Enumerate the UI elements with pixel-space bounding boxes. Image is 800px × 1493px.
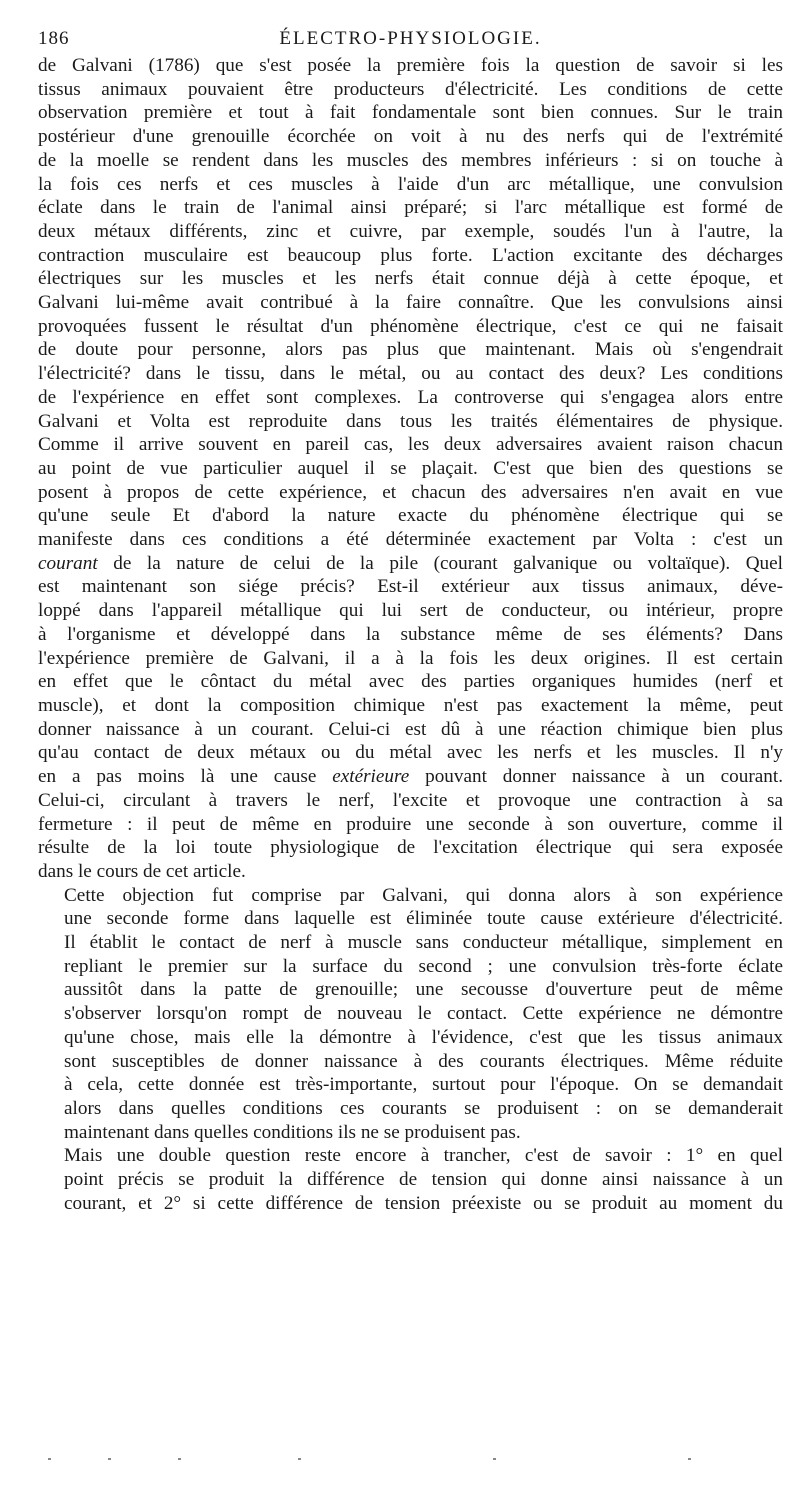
- page-heading: ÉLECTRO-PHYSIOLOGIE.: [279, 28, 542, 49]
- text-line: à l'organisme et développé dans la substance même de ses éléments? Dans: [38, 623, 783, 645]
- text-line: [38, 552, 783, 576]
- text-run: de la nature de celui de la pile (courant galvanique ou voltaïque). Quel: [97, 552, 783, 574]
- text-line: qu'au contact de deux métaux ou du métal avec les nerfs et les muscles. Il n'y: [38, 742, 783, 764]
- text-line: Celui-ci, circulant à travers le nerf, l'excite et provoque une contraction à sa: [38, 789, 783, 811]
- text-line: résulte de la loi toute physiologique de l'excitation électrique qui sera exposée: [38, 837, 783, 859]
- scan-mark: [298, 1458, 301, 1460]
- text-line: éclate dans le train de l'animal ainsi préparé; si l'arc métallique est formé de: [38, 197, 783, 219]
- text-line: en effet que le côntact du métal avec des parties organiques humides (nerf et: [38, 671, 783, 693]
- text-line: loppé dans l'appareil métallique qui lui sert de conducteur, ou intérieur, propre: [38, 600, 783, 622]
- text-line: la fois ces nerfs et ces muscles à l'aide d'un arc métallique, une convulsion: [38, 173, 783, 195]
- scan-mark: [688, 1458, 691, 1460]
- text-line: posent à propos de cette expérience, et chacun des adversaires n'en avait en vue: [38, 481, 783, 503]
- text-run: pouvant donner naissance à un courant.: [409, 766, 783, 788]
- text-line: Comme il arrive souvent en pareil cas, les deux adversaires avaient raison chacun: [38, 434, 783, 456]
- book-page: [38, 28, 783, 1215]
- paragraph-2: [38, 884, 783, 1145]
- page-number: 186: [38, 28, 70, 49]
- text-line: courant, et 2° si cette différence de tension préexiste ou se produit au moment du: [64, 1192, 783, 1214]
- text-line: s'observer lorsqu'on rompt de nouveau le contact. Cette expérience ne démontre: [64, 1003, 783, 1025]
- text-line: postérieur d'une grenouille écorchée on voit à nu des nerfs qui de l'extrémité: [38, 126, 783, 148]
- text-line: aussitôt dans la patte de grenouille; une secousse d'ouverture peut de même: [64, 979, 783, 1001]
- body-text: [38, 54, 783, 1215]
- text-line: au point de vue particulier auquel il se plaçait. C'est que bien des questions se: [38, 457, 783, 479]
- text-line: contraction musculaire est beaucoup plus forte. L'action excitante des décharges: [38, 244, 783, 266]
- text-line: une seconde forme dans laquelle est éliminée toute cause extérieure d'électricité.: [64, 908, 783, 930]
- text-line: Mais une double question reste encore à trancher, c'est de savoir : 1° en quel: [64, 1145, 783, 1167]
- emphasis-courant: courant: [38, 552, 98, 574]
- text-line: tissus animaux pouvaient être producteurs d'électricité. Les conditions de cette: [38, 78, 783, 100]
- text-line: observation première et tout à fait fondamentale sont bien connues. Sur le train: [38, 102, 783, 124]
- text-line: point précis se produit la différence de tension qui donne ainsi naissance à un: [64, 1169, 783, 1191]
- text-line: Galvani lui-même avait contribué à la faire connaître. Que les convulsions ainsi: [38, 292, 783, 314]
- text-line: qu'une seule Et d'abord la nature exacte du phénomène électrique qui se: [38, 505, 783, 527]
- text-line: l'électricité? dans le tissu, dans le métal, ou au contact des deux? Les conditions: [38, 363, 783, 385]
- text-line: provoquées fussent le résultat d'un phénomène électrique, c'est ce qui ne faisait: [38, 315, 783, 337]
- text-line: l'expérience première de Galvani, il a à la fois les deux origines. Il est certain: [38, 647, 783, 669]
- text-line: de l'expérience en effet sont complexes. La controverse qui s'engagea alors entre: [38, 386, 783, 408]
- scan-mark: [178, 1458, 181, 1460]
- scan-mark: [493, 1458, 496, 1460]
- text-line: muscle), et dont la composition chimique n'est pas exactement la même, peut: [38, 694, 783, 716]
- text-line: Il établit le contact de nerf à muscle sans conducteur métallique, simplement en: [64, 932, 783, 954]
- text-line: repliant le premier sur la surface du second ; une convulsion très-forte éclate: [64, 955, 783, 977]
- text-line: est maintenant son siége précis? Est-il extérieur aux tissus animaux, déve-: [38, 576, 783, 598]
- running-head: [38, 28, 783, 54]
- text-line: de doute pour personne, alors pas plus que maintenant. Mais où s'engendrait: [38, 339, 783, 361]
- paragraph-1: [38, 54, 783, 884]
- text-line: de la moelle se rendent dans les muscles des membres inférieurs : si on touche à: [38, 149, 783, 171]
- paragraph-3: [38, 1144, 783, 1215]
- text-line: [38, 765, 783, 789]
- text-line: fermeture : il peut de même en produire une seconde à son ouverture, comme il: [38, 813, 783, 835]
- text-line: manifeste dans ces conditions a été déterminée exactement par Volta : c'est un: [38, 529, 783, 551]
- scan-mark: [108, 1458, 111, 1460]
- text-run: en a pas moins là une cause: [38, 766, 333, 788]
- text-line: Galvani et Volta est reproduite dans tous les traités élémentaires de physique.: [38, 410, 783, 432]
- text-line: deux métaux différents, zinc et cuivre, par exemple, soudés l'un à l'autre, la: [38, 220, 783, 242]
- text-line: dans le cours de cet article.: [38, 860, 246, 882]
- text-line: électriques sur les muscles et les nerfs était connue déjà à cette époque, et: [38, 268, 783, 290]
- text-line: à cela, cette donnée est très-importante, surtout pour l'époque. On se demandait: [64, 1074, 783, 1096]
- text-line: Cette objection fut comprise par Galvani, qui donna alors à son expérience: [64, 884, 783, 906]
- scan-mark: [48, 1458, 51, 1460]
- text-line: de Galvani (1786) que s'est posée la première fois la question de savoir si les: [38, 55, 783, 76]
- text-line: alors dans quelles conditions ces courants se produisent : on se demanderait: [64, 1097, 783, 1119]
- text-line: maintenant dans quelles conditions ils ne se produisent pas.: [64, 1121, 521, 1143]
- text-line: donner naissance à un courant. Celui-ci est dû à une réaction chimique bien plus: [38, 718, 783, 740]
- footer-scan-marks: [48, 1458, 748, 1466]
- text-line: qu'une chose, mais elle la démontre à l'évidence, c'est que les tissus animaux: [64, 1026, 783, 1048]
- text-line: sont susceptibles de donner naissance à des courants électriques. Même réduite: [64, 1050, 783, 1072]
- emphasis-exterieure: extérieure: [332, 766, 410, 788]
